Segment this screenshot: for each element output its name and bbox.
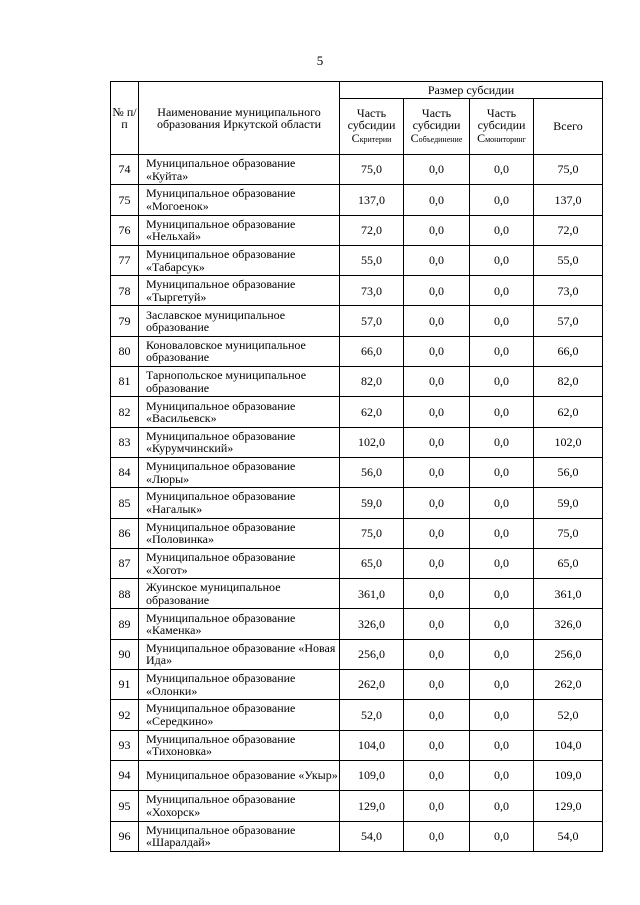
row-number: 91 (111, 670, 139, 700)
part-monitoring-value: 0,0 (470, 336, 534, 366)
municipality-name: Муниципальное образование «Укыр» (139, 760, 340, 790)
municipality-name: Муниципальное образование «Курумчинский» (139, 427, 340, 457)
table-row (111, 245, 603, 275)
row-number: 81 (111, 367, 139, 397)
header-subsidy-word: субсидии (412, 118, 461, 133)
part-union-value: 0,0 (404, 821, 470, 851)
header-part-monitoring (470, 99, 534, 155)
municipality-name: Муниципальное образование «Табарсук» (139, 245, 340, 275)
total-value: 55,0 (534, 245, 603, 275)
total-value: 109,0 (534, 760, 603, 790)
total-value: 59,0 (534, 488, 603, 518)
part-criteria-value: 55,0 (340, 245, 404, 275)
table-row (111, 760, 603, 790)
total-value: 72,0 (534, 215, 603, 245)
table-row (111, 185, 603, 215)
part-criteria-value: 129,0 (340, 791, 404, 821)
table-row (111, 306, 603, 336)
part-union-value: 0,0 (404, 155, 470, 185)
part-monitoring-value: 0,0 (470, 457, 534, 487)
part-monitoring-value: 0,0 (470, 700, 534, 730)
part-criteria-value: 62,0 (340, 397, 404, 427)
part-criteria-value: 82,0 (340, 367, 404, 397)
municipality-name: Муниципальное образование «Хохорск» (139, 791, 340, 821)
table-row (111, 367, 603, 397)
part-monitoring-value: 0,0 (470, 427, 534, 457)
total-value: 82,0 (534, 367, 603, 397)
subscript-criteria: критерии (359, 134, 392, 144)
table-row (111, 791, 603, 821)
part-monitoring-value: 0,0 (470, 215, 534, 245)
part-criteria-value: 54,0 (340, 821, 404, 851)
row-number: 82 (111, 397, 139, 427)
c-letter: С (410, 130, 419, 145)
header-formula (340, 132, 403, 147)
part-monitoring-value: 0,0 (470, 730, 534, 760)
total-value: 66,0 (534, 336, 603, 366)
part-criteria-value: 104,0 (340, 730, 404, 760)
row-number: 96 (111, 821, 139, 851)
header-total: Всего (534, 99, 603, 155)
total-value: 65,0 (534, 548, 603, 578)
part-monitoring-value: 0,0 (470, 276, 534, 306)
total-value: 75,0 (534, 155, 603, 185)
row-number: 92 (111, 700, 139, 730)
part-monitoring-value: 0,0 (470, 791, 534, 821)
subsidy-table (110, 81, 603, 852)
part-criteria-value: 256,0 (340, 639, 404, 669)
municipality-name: Муниципальное образование «Хогот» (139, 548, 340, 578)
part-union-value: 0,0 (404, 579, 470, 609)
header-part-word: Часть (421, 105, 452, 120)
part-criteria-value: 56,0 (340, 457, 404, 487)
municipality-name: Муниципальное образование «Шаралдай» (139, 821, 340, 851)
row-number: 95 (111, 791, 139, 821)
table-row (111, 609, 603, 639)
row-number: 84 (111, 457, 139, 487)
municipality-name: Муниципальное образование «Тыргетуй» (139, 276, 340, 306)
municipality-name: Коноваловское муниципальное образование (139, 336, 340, 366)
part-union-value: 0,0 (404, 306, 470, 336)
part-union-value: 0,0 (404, 427, 470, 457)
total-value: 361,0 (534, 579, 603, 609)
table-row (111, 821, 603, 851)
table-row (111, 700, 603, 730)
total-value: 52,0 (534, 700, 603, 730)
municipality-name: Муниципальное образование «Каменка» (139, 609, 340, 639)
subscript-monitoring: мониторинг (485, 134, 526, 144)
row-number: 93 (111, 730, 139, 760)
total-value: 57,0 (534, 306, 603, 336)
table-row (111, 730, 603, 760)
c-letter: С (477, 130, 486, 145)
table-row (111, 336, 603, 366)
part-criteria-value: 326,0 (340, 609, 404, 639)
part-union-value: 0,0 (404, 670, 470, 700)
table-row (111, 488, 603, 518)
part-monitoring-value: 0,0 (470, 670, 534, 700)
municipality-name: Муниципальное образование «Нельхай» (139, 215, 340, 245)
row-number: 78 (111, 276, 139, 306)
municipality-name: Муниципальное образование «Половинка» (139, 518, 340, 548)
row-number: 90 (111, 639, 139, 669)
part-monitoring-value: 0,0 (470, 185, 534, 215)
header-part-criteria (340, 99, 404, 155)
total-value: 326,0 (534, 609, 603, 639)
header-subsidy-word: субсидии (347, 118, 396, 133)
table-row (111, 215, 603, 245)
part-union-value: 0,0 (404, 215, 470, 245)
row-number: 89 (111, 609, 139, 639)
row-number: 75 (111, 185, 139, 215)
part-criteria-value: 262,0 (340, 670, 404, 700)
table-row (111, 457, 603, 487)
total-value: 137,0 (534, 185, 603, 215)
part-monitoring-value: 0,0 (470, 397, 534, 427)
part-union-value: 0,0 (404, 730, 470, 760)
header-name: Наименование муниципального образования Иркутской области (139, 82, 340, 155)
municipality-name: Муниципальное образование «Люры» (139, 457, 340, 487)
part-criteria-value: 73,0 (340, 276, 404, 306)
header-formula (470, 132, 533, 147)
part-criteria-value: 137,0 (340, 185, 404, 215)
row-number: 74 (111, 155, 139, 185)
header-subsidy-word: субсидии (477, 118, 526, 133)
row-number: 94 (111, 760, 139, 790)
part-criteria-value: 72,0 (340, 215, 404, 245)
part-monitoring-value: 0,0 (470, 821, 534, 851)
part-union-value: 0,0 (404, 548, 470, 578)
municipality-name: Муниципальное образование «Могоенок» (139, 185, 340, 215)
header-part-word: Часть (486, 105, 517, 120)
municipality-name: Тарнопольское муниципальное образование (139, 367, 340, 397)
part-union-value: 0,0 (404, 760, 470, 790)
municipality-name: Муниципальное образование «Тихоновка» (139, 730, 340, 760)
municipality-name: Муниципальное образование «Середкино» (139, 700, 340, 730)
part-monitoring-value: 0,0 (470, 367, 534, 397)
municipality-name: Муниципальное образование «Куйта» (139, 155, 340, 185)
row-number: 87 (111, 548, 139, 578)
total-value: 256,0 (534, 639, 603, 669)
municipality-name: Муниципальное образование «Васильевск» (139, 397, 340, 427)
total-value: 75,0 (534, 518, 603, 548)
table-row (111, 670, 603, 700)
table-row (111, 518, 603, 548)
municipality-name: Муниципальное образование «Нагалык» (139, 488, 340, 518)
header-formula (404, 132, 469, 147)
part-union-value: 0,0 (404, 397, 470, 427)
table-row (111, 155, 603, 185)
part-criteria-value: 65,0 (340, 548, 404, 578)
table-row (111, 427, 603, 457)
table-body (111, 155, 603, 852)
part-monitoring-value: 0,0 (470, 609, 534, 639)
page-number: 5 (316, 53, 324, 68)
row-number: 85 (111, 488, 139, 518)
total-value: 56,0 (534, 457, 603, 487)
total-value: 104,0 (534, 730, 603, 760)
total-value: 54,0 (534, 821, 603, 851)
table-row (111, 639, 603, 669)
subscript-union: объединение (418, 134, 463, 144)
table-row (111, 548, 603, 578)
part-monitoring-value: 0,0 (470, 760, 534, 790)
table-header (111, 82, 603, 155)
total-value: 262,0 (534, 670, 603, 700)
row-number: 79 (111, 306, 139, 336)
municipality-name: Муниципальное образование «Олонки» (139, 670, 340, 700)
table-row (111, 397, 603, 427)
row-number: 77 (111, 245, 139, 275)
part-criteria-value: 57,0 (340, 306, 404, 336)
row-number: 83 (111, 427, 139, 457)
part-monitoring-value: 0,0 (470, 639, 534, 669)
part-union-value: 0,0 (404, 791, 470, 821)
part-union-value: 0,0 (404, 488, 470, 518)
row-number: 76 (111, 215, 139, 245)
part-criteria-value: 59,0 (340, 488, 404, 518)
header-part-word: Часть (356, 105, 387, 120)
part-monitoring-value: 0,0 (470, 245, 534, 275)
part-monitoring-value: 0,0 (470, 579, 534, 609)
part-union-value: 0,0 (404, 700, 470, 730)
part-union-value: 0,0 (404, 639, 470, 669)
part-criteria-value: 361,0 (340, 579, 404, 609)
header-subsidy-size: Размер субсидии (340, 82, 603, 99)
total-value: 129,0 (534, 791, 603, 821)
part-criteria-value: 109,0 (340, 760, 404, 790)
part-monitoring-value: 0,0 (470, 306, 534, 336)
part-monitoring-value: 0,0 (470, 548, 534, 578)
municipality-name: Жуинское муниципальное образование (139, 579, 340, 609)
part-criteria-value: 102,0 (340, 427, 404, 457)
part-union-value: 0,0 (404, 367, 470, 397)
municipality-name: Муниципальное образование «Новая Ида» (139, 639, 340, 669)
part-union-value: 0,0 (404, 185, 470, 215)
table-row (111, 276, 603, 306)
part-criteria-value: 52,0 (340, 700, 404, 730)
part-monitoring-value: 0,0 (470, 155, 534, 185)
header-part-union (404, 99, 470, 155)
table-row (111, 579, 603, 609)
row-number: 80 (111, 336, 139, 366)
total-value: 73,0 (534, 276, 603, 306)
total-value: 62,0 (534, 397, 603, 427)
municipality-name: Заславское муниципальное образование (139, 306, 340, 336)
part-criteria-value: 66,0 (340, 336, 404, 366)
row-number: 88 (111, 579, 139, 609)
part-union-value: 0,0 (404, 457, 470, 487)
part-union-value: 0,0 (404, 518, 470, 548)
part-monitoring-value: 0,0 (470, 518, 534, 548)
row-number: 86 (111, 518, 139, 548)
part-criteria-value: 75,0 (340, 155, 404, 185)
part-union-value: 0,0 (404, 245, 470, 275)
part-monitoring-value: 0,0 (470, 488, 534, 518)
part-union-value: 0,0 (404, 276, 470, 306)
part-union-value: 0,0 (404, 336, 470, 366)
header-number: № п/п (111, 82, 139, 155)
total-value: 102,0 (534, 427, 603, 457)
c-letter: С (351, 130, 360, 145)
part-criteria-value: 75,0 (340, 518, 404, 548)
part-union-value: 0,0 (404, 609, 470, 639)
